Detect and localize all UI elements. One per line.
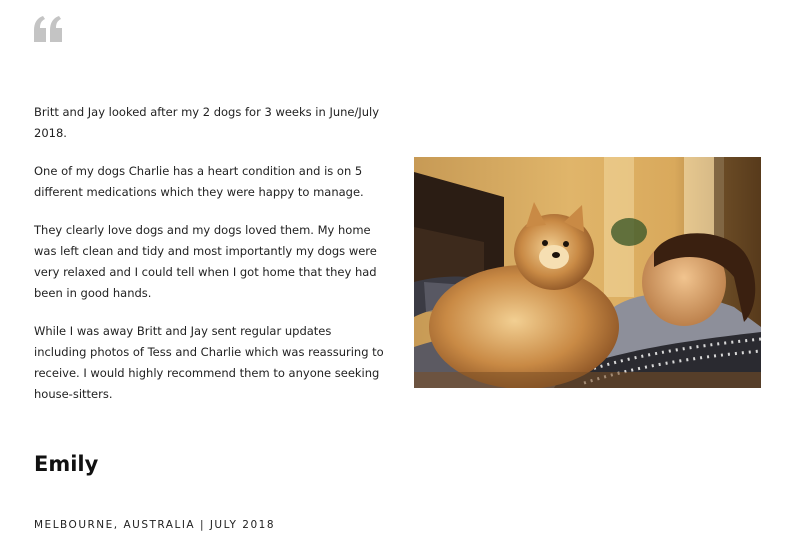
author-name: Emily (34, 452, 99, 476)
testimonial-paragraph: While I was away Britt and Jay sent regular updates including photos of Tess and Charlie which was reassuring to receive. I would highly recommend them to anyone seeking house-sitters. (34, 324, 384, 401)
testimonial-text (34, 102, 386, 422)
author-location-date: MELBOURNE, AUSTRALIA | JULY 2018 (34, 519, 276, 531)
testimonial-paragraph: They clearly love dogs and my dogs loved them. My home was left clean and tidy and most importantly my dogs were very relaxed and I could tell when I got home that they had been in good hands. (34, 223, 377, 300)
quote-icon (32, 14, 64, 44)
testimonial-photo (414, 157, 761, 388)
testimonial-paragraph: Britt and Jay looked after my 2 dogs for 3 weeks in June/July 2018. (34, 105, 380, 140)
testimonial-paragraph: One of my dogs Charlie has a heart condition and is on 5 different medications which they were happy to manage. (34, 164, 364, 199)
